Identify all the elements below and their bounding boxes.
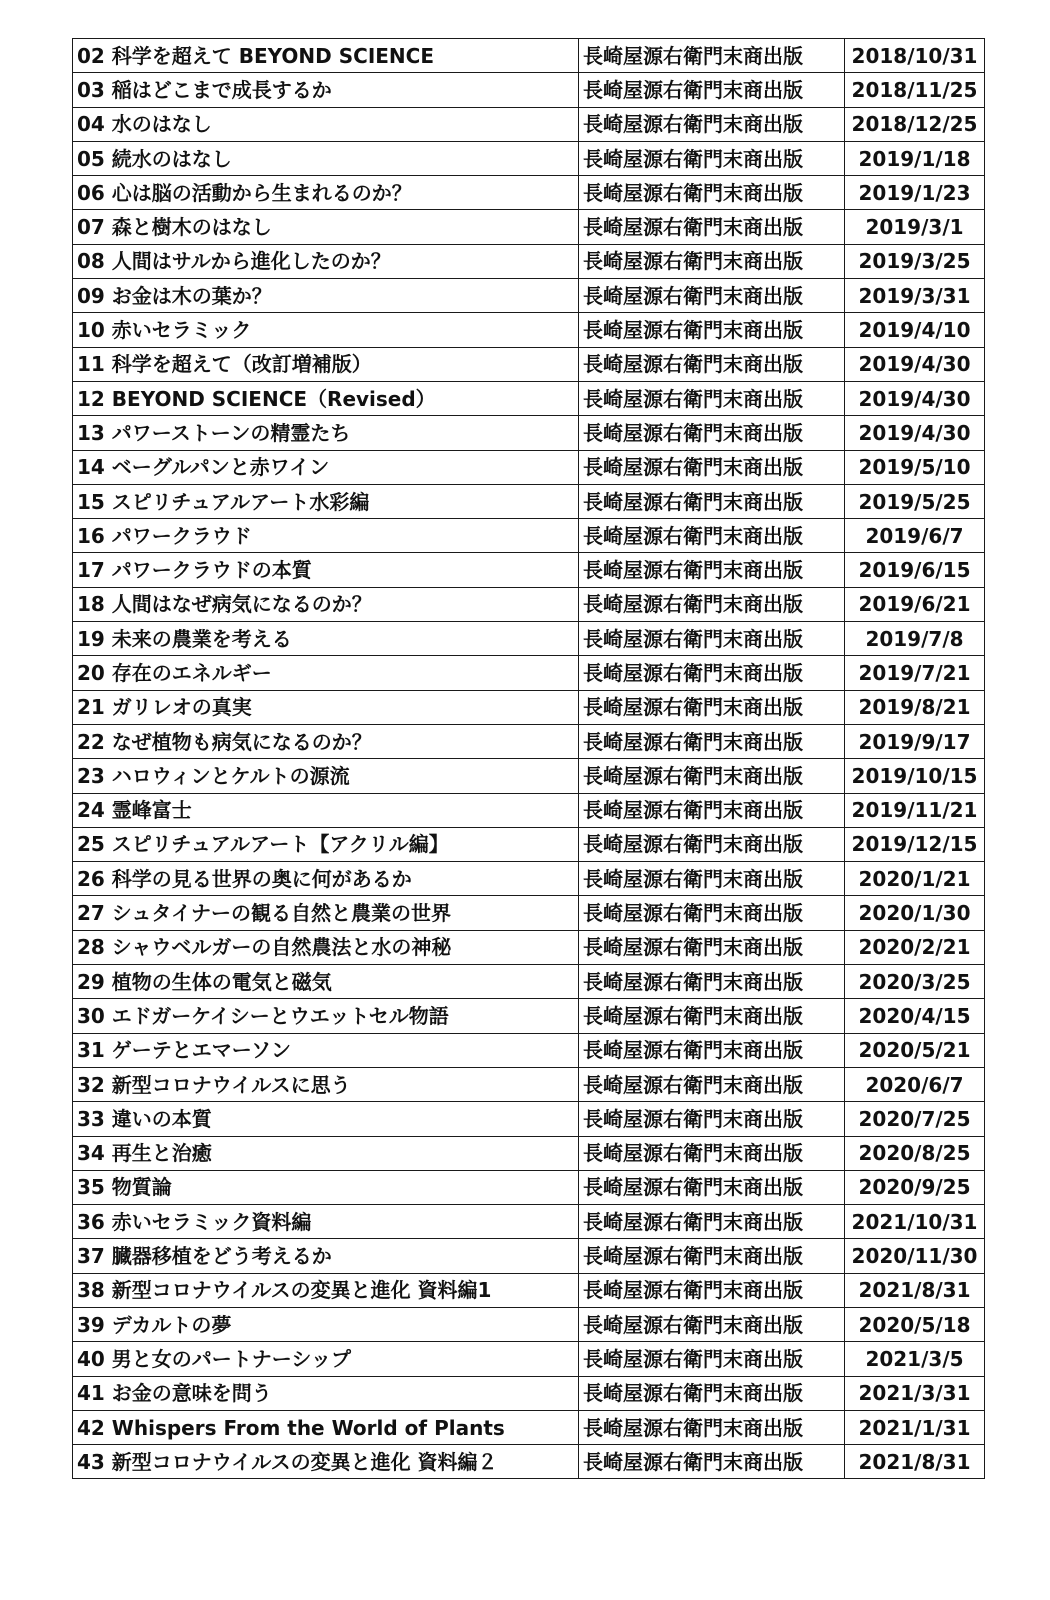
publisher-cell: 長崎屋源右衛門末商出版 [579,484,845,518]
publisher-cell: 長崎屋源右衛門末商出版 [579,416,845,450]
table-row [73,107,985,141]
publisher-cell: 長崎屋源右衛門末商出版 [579,1307,845,1341]
publication-date-cell: 2021/1/31 [845,1410,985,1444]
publisher-cell: 長崎屋源右衛門末商出版 [579,1033,845,1067]
publication-table-body [73,39,985,1479]
book-title-cell: 28 シャウベルガーの自然農法と水の神秘 [73,930,579,964]
publisher-cell: 長崎屋源右衛門末商出版 [579,1205,845,1239]
publication-date-cell: 2019/3/25 [845,244,985,278]
publication-date-cell: 2019/9/17 [845,724,985,758]
book-title-cell: 21 ガリレオの真実 [73,690,579,724]
book-title-cell: 24 霊峰富士 [73,793,579,827]
publication-date-cell: 2021/3/31 [845,1376,985,1410]
publisher-cell: 長崎屋源右衛門末商出版 [579,622,845,656]
publication-date-cell: 2020/3/25 [845,965,985,999]
publisher-cell: 長崎屋源右衛門末商出版 [579,587,845,621]
publication-date-cell: 2019/7/21 [845,656,985,690]
table-row [73,1239,985,1273]
table-row [73,759,985,793]
publisher-cell: 長崎屋源右衛門末商出版 [579,1342,845,1376]
table-row [73,965,985,999]
publication-date-cell: 2018/11/25 [845,73,985,107]
publisher-cell: 長崎屋源右衛門末商出版 [579,450,845,484]
publication-date-cell: 2021/10/31 [845,1205,985,1239]
publisher-cell: 長崎屋源右衛門末商出版 [579,313,845,347]
book-title-cell: 04 水のはなし [73,107,579,141]
publisher-cell: 長崎屋源右衛門末商出版 [579,1273,845,1307]
publication-date-cell: 2021/8/31 [845,1273,985,1307]
publisher-cell: 長崎屋源右衛門末商出版 [579,827,845,861]
book-title-cell: 36 赤いセラミック資料編 [73,1205,579,1239]
publisher-cell: 長崎屋源右衛門末商出版 [579,1410,845,1444]
book-title-cell: 11 科学を超えて（改訂増補版） [73,347,579,381]
book-title-cell: 12 BEYOND SCIENCE（Revised） [73,381,579,415]
table-row [73,1445,985,1479]
book-title-cell: 10 赤いセラミック [73,313,579,347]
publication-date-cell: 2020/6/7 [845,1067,985,1101]
book-title-cell: 39 デカルトの夢 [73,1307,579,1341]
table-row [73,862,985,896]
publication-date-cell: 2018/12/25 [845,107,985,141]
table-row [73,827,985,861]
table-row [73,724,985,758]
table-row [73,1102,985,1136]
publisher-cell: 長崎屋源右衛門末商出版 [579,519,845,553]
publisher-cell: 長崎屋源右衛門末商出版 [579,930,845,964]
book-title-cell: 29 植物の生体の電気と磁気 [73,965,579,999]
publication-date-cell: 2019/7/8 [845,622,985,656]
book-title-cell: 30 エドガーケイシーとウエットセル物語 [73,999,579,1033]
book-title-cell: 42 Whispers From the World of Plants [73,1410,579,1444]
publication-date-cell: 2019/4/10 [845,313,985,347]
publication-date-cell: 2021/3/5 [845,1342,985,1376]
table-row [73,930,985,964]
publication-date-cell: 2020/9/25 [845,1170,985,1204]
table-row [73,416,985,450]
publication-date-cell: 2019/4/30 [845,381,985,415]
book-title-cell: 22 なぜ植物も病気になるのか？ [73,724,579,758]
book-title-cell: 16 パワークラウド [73,519,579,553]
publication-date-cell: 2019/3/31 [845,279,985,313]
book-title-cell: 03 稲はどこまで成長するか [73,73,579,107]
publication-date-cell: 2019/4/30 [845,347,985,381]
table-row [73,553,985,587]
book-title-cell: 19 未来の農業を考える [73,622,579,656]
publisher-cell: 長崎屋源右衛門末商出版 [579,107,845,141]
publication-date-cell: 2020/1/21 [845,862,985,896]
publication-date-cell: 2019/1/23 [845,176,985,210]
publisher-cell: 長崎屋源右衛門末商出版 [579,39,845,73]
publisher-cell: 長崎屋源右衛門末商出版 [579,141,845,175]
book-title-cell: 33 違いの本質 [73,1102,579,1136]
book-title-cell: 38 新型コロナウイルスの変異と進化 資料編1 [73,1273,579,1307]
publication-date-cell: 2019/12/15 [845,827,985,861]
publisher-cell: 長崎屋源右衛門末商出版 [579,279,845,313]
publication-date-cell: 2019/11/21 [845,793,985,827]
publication-date-cell: 2020/2/21 [845,930,985,964]
table-row [73,1170,985,1204]
publisher-cell: 長崎屋源右衛門末商出版 [579,210,845,244]
publisher-cell: 長崎屋源右衛門末商出版 [579,381,845,415]
publisher-cell: 長崎屋源右衛門末商出版 [579,73,845,107]
publication-date-cell: 2018/10/31 [845,39,985,73]
publication-date-cell: 2020/4/15 [845,999,985,1033]
book-title-cell: 32 新型コロナウイルスに思う [73,1067,579,1101]
table-row [73,519,985,553]
book-title-cell: 35 物質論 [73,1170,579,1204]
table-row [73,587,985,621]
book-title-cell: 37 臓器移植をどう考えるか [73,1239,579,1273]
publisher-cell: 長崎屋源右衛門末商出版 [579,1376,845,1410]
table-row [73,347,985,381]
publisher-cell: 長崎屋源右衛門末商出版 [579,896,845,930]
publisher-cell: 長崎屋源右衛門末商出版 [579,999,845,1033]
book-title-cell: 15 スピリチュアルアート水彩編 [73,484,579,518]
publisher-cell: 長崎屋源右衛門末商出版 [579,347,845,381]
publisher-cell: 長崎屋源右衛門末商出版 [579,1239,845,1273]
table-row [73,1376,985,1410]
table-row [73,1307,985,1341]
table-row [73,793,985,827]
book-title-cell: 06 心は脳の活動から生まれるのか？ [73,176,579,210]
book-title-cell: 27 シュタイナーの観る自然と農業の世界 [73,896,579,930]
table-row [73,73,985,107]
book-title-cell: 25 スピリチュアルアート【アクリル編】 [73,827,579,861]
book-title-cell: 14 ベーグルパンと赤ワイン [73,450,579,484]
book-title-cell: 17 パワークラウドの本質 [73,553,579,587]
table-row [73,1067,985,1101]
publication-date-cell: 2019/4/30 [845,416,985,450]
book-title-cell: 13 パワーストーンの精霊たち [73,416,579,450]
publisher-cell: 長崎屋源右衛門末商出版 [579,1136,845,1170]
table-row [73,39,985,73]
book-title-cell: 02 科学を超えて BEYOND SCIENCE [73,39,579,73]
publisher-cell: 長崎屋源右衛門末商出版 [579,1445,845,1479]
book-title-cell: 23 ハロウィンとケルトの源流 [73,759,579,793]
publication-date-cell: 2019/5/25 [845,484,985,518]
book-title-cell: 41 お金の意味を問う [73,1376,579,1410]
table-row [73,484,985,518]
table-row [73,1136,985,1170]
book-title-cell: 05 続水のはなし [73,141,579,175]
table-row [73,313,985,347]
table-row [73,1410,985,1444]
publication-date-cell: 2019/10/15 [845,759,985,793]
table-row [73,1205,985,1239]
publication-date-cell: 2020/8/25 [845,1136,985,1170]
table-row [73,381,985,415]
table-row [73,1273,985,1307]
table-row [73,896,985,930]
publication-date-cell: 2019/6/21 [845,587,985,621]
table-row [73,244,985,278]
publication-date-cell: 2020/5/21 [845,1033,985,1067]
table-row [73,176,985,210]
publication-date-cell: 2019/5/10 [845,450,985,484]
publication-date-cell: 2021/8/31 [845,1445,985,1479]
table-row [73,141,985,175]
book-title-cell: 18 人間はなぜ病気になるのか？ [73,587,579,621]
publication-table [72,38,985,1479]
publication-date-cell: 2019/8/21 [845,690,985,724]
publication-date-cell: 2019/3/1 [845,210,985,244]
table-row [73,1342,985,1376]
publisher-cell: 長崎屋源右衛門末商出版 [579,965,845,999]
table-row [73,1033,985,1067]
book-title-cell: 43 新型コロナウイルスの変異と進化 資料編２ [73,1445,579,1479]
publisher-cell: 長崎屋源右衛門末商出版 [579,1067,845,1101]
table-row [73,279,985,313]
book-title-cell: 34 再生と治癒 [73,1136,579,1170]
book-title-cell: 26 科学の見る世界の奥に何があるか [73,862,579,896]
publication-date-cell: 2020/5/18 [845,1307,985,1341]
publisher-cell: 長崎屋源右衛門末商出版 [579,1170,845,1204]
table-row [73,210,985,244]
publisher-cell: 長崎屋源右衛門末商出版 [579,656,845,690]
book-title-cell: 31 ゲーテとエマーソン [73,1033,579,1067]
publisher-cell: 長崎屋源右衛門末商出版 [579,690,845,724]
publication-date-cell: 2020/7/25 [845,1102,985,1136]
table-row [73,690,985,724]
publisher-cell: 長崎屋源右衛門末商出版 [579,1102,845,1136]
publisher-cell: 長崎屋源右衛門末商出版 [579,793,845,827]
book-title-cell: 40 男と女のパートナーシップ [73,1342,579,1376]
publisher-cell: 長崎屋源右衛門末商出版 [579,553,845,587]
publication-date-cell: 2019/1/18 [845,141,985,175]
book-title-cell: 07 森と樹木のはなし [73,210,579,244]
publisher-cell: 長崎屋源右衛門末商出版 [579,759,845,793]
book-title-cell: 20 存在のエネルギー [73,656,579,690]
publisher-cell: 長崎屋源右衛門末商出版 [579,862,845,896]
table-row [73,622,985,656]
table-row [73,450,985,484]
publisher-cell: 長崎屋源右衛門末商出版 [579,244,845,278]
publication-date-cell: 2020/11/30 [845,1239,985,1273]
publication-date-cell: 2019/6/15 [845,553,985,587]
table-row [73,999,985,1033]
publisher-cell: 長崎屋源右衛門末商出版 [579,724,845,758]
book-title-cell: 09 お金は木の葉か？ [73,279,579,313]
book-title-cell: 08 人間はサルから進化したのか？ [73,244,579,278]
publication-list-sheet [72,38,984,1479]
publication-date-cell: 2019/6/7 [845,519,985,553]
publication-date-cell: 2020/1/30 [845,896,985,930]
table-row [73,656,985,690]
publisher-cell: 長崎屋源右衛門末商出版 [579,176,845,210]
